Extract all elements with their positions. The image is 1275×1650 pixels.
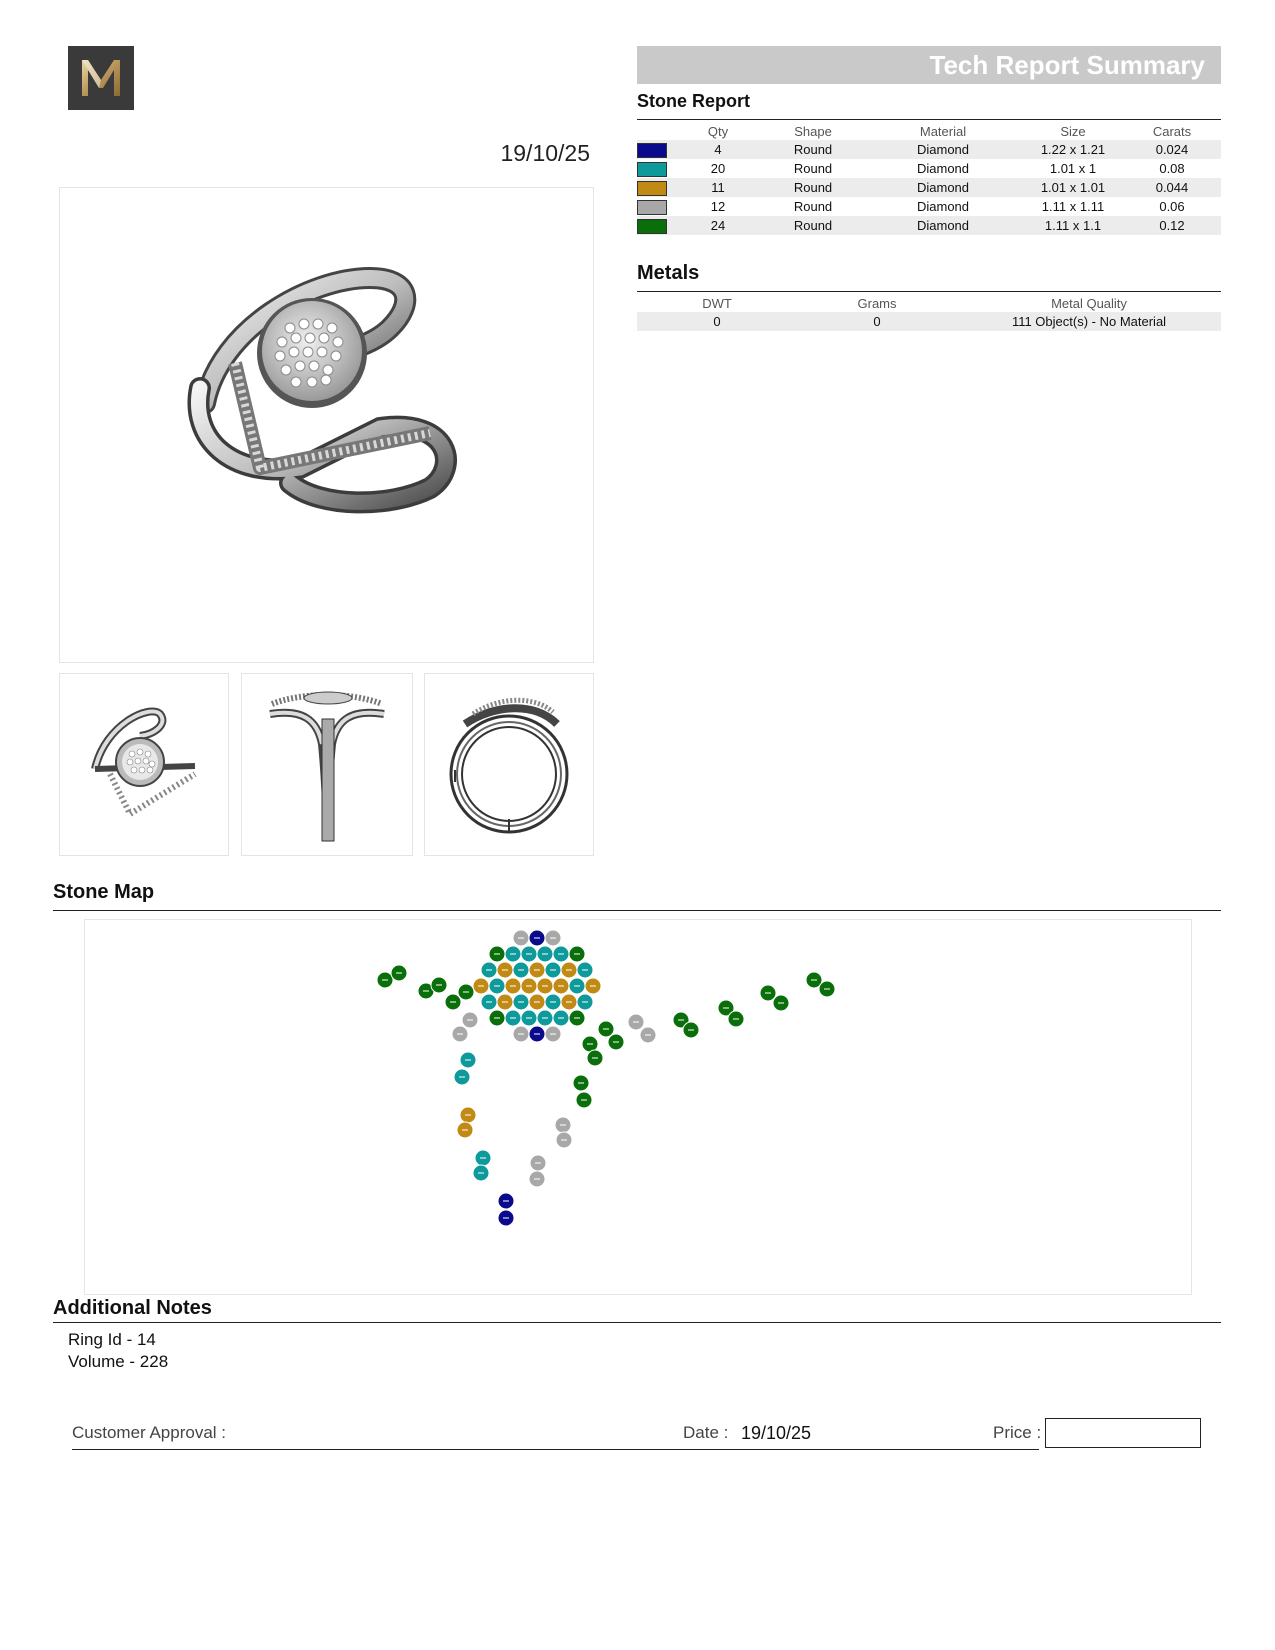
- approval-date-label: Date :: [683, 1423, 729, 1442]
- stone-marker: [529, 1026, 545, 1042]
- ring-front-view-thumbnail: [424, 673, 594, 856]
- stone-marker: [460, 1052, 476, 1068]
- stone-material: Diamond: [916, 161, 970, 176]
- stone-marker: [473, 1165, 489, 1181]
- stone-marker: [545, 1026, 561, 1042]
- report-title: Tech Report Summary: [929, 50, 1205, 80]
- stone-marker: [481, 994, 497, 1010]
- stone-marker: [545, 962, 561, 978]
- stone-material: Diamond: [916, 199, 970, 214]
- signature-line: [72, 1449, 1039, 1450]
- stone-marker: [513, 962, 529, 978]
- stone-shape: Round: [793, 161, 833, 176]
- stone-carats: 0.06: [1159, 199, 1185, 214]
- stone-marker: [561, 994, 577, 1010]
- stone-carats: 0.12: [1123, 216, 1221, 235]
- stone-marker: [521, 946, 537, 962]
- stone-marker: [481, 962, 497, 978]
- stone-marker: [569, 1010, 585, 1026]
- table-row: [637, 197, 1221, 216]
- stone-marker: [573, 1075, 589, 1091]
- column-header-metal-quality: Metal Quality: [1051, 295, 1127, 311]
- stone-marker: [497, 962, 513, 978]
- customer-approval-label: Customer Approval :: [72, 1423, 227, 1442]
- stone-marker: [555, 1117, 571, 1133]
- stone-size: 1.11 x 1.11: [1041, 199, 1105, 214]
- ring-top-view-thumbnail: [59, 673, 229, 856]
- table-row: [637, 159, 1221, 178]
- stone-marker: [569, 946, 585, 962]
- stone-marker: [530, 1155, 546, 1171]
- stone-shape: Round: [763, 216, 863, 235]
- note-ring-id: Ring Id - 14: [68, 1330, 156, 1349]
- stone-marker: [505, 978, 521, 994]
- stone-marker: [458, 984, 474, 1000]
- stone-marker: [598, 1021, 614, 1037]
- stone-marker: [819, 981, 835, 997]
- column-header-carats: Carats: [1152, 123, 1192, 139]
- stone-marker: [553, 1010, 569, 1026]
- company-logo: [68, 46, 134, 110]
- stone-qty: 20: [710, 161, 726, 176]
- stone-marker: [760, 985, 776, 1001]
- stone-marker: [545, 930, 561, 946]
- stone-marker: [773, 995, 789, 1011]
- column-header-shape: Shape: [794, 123, 832, 139]
- metals-table: [637, 294, 1221, 331]
- stone-marker: [585, 978, 601, 994]
- stone-report-rule: [637, 119, 1221, 120]
- stone-marker: [391, 965, 407, 981]
- metal-quality: 111 Object(s) - No Material: [957, 312, 1221, 331]
- stone-marker: [473, 978, 489, 994]
- stone-marker: [640, 1027, 656, 1043]
- stone-marker: [475, 1150, 491, 1166]
- stone-marker: [498, 1210, 514, 1226]
- stone-marker: [462, 1012, 478, 1028]
- stone-marker: [577, 994, 593, 1010]
- stone-material: Diamond: [863, 178, 1023, 197]
- stone-marker: [728, 1011, 744, 1027]
- stone-marker: [556, 1132, 572, 1148]
- additional-notes-heading: Additional Notes: [53, 1297, 212, 1319]
- stone-marker: [628, 1014, 644, 1030]
- stone-carats: 0.024: [1123, 140, 1221, 159]
- stone-marker: [460, 1107, 476, 1123]
- stone-marker: [587, 1050, 603, 1066]
- metal-grams: 0: [797, 312, 957, 331]
- stone-marker: [553, 978, 569, 994]
- approval-date-value: 19/10/25: [741, 1423, 812, 1443]
- notes-rule: [53, 1322, 1221, 1323]
- stone-report-heading: Stone Report: [637, 91, 751, 111]
- stone-marker: [537, 946, 553, 962]
- stone-size: 1.01 x 1: [1049, 161, 1097, 176]
- color-swatch: [637, 143, 667, 158]
- price-field[interactable]: [1045, 1418, 1201, 1448]
- stone-carats: 0.08: [1159, 161, 1185, 176]
- stone-marker: [608, 1034, 624, 1050]
- stone-marker: [489, 1010, 505, 1026]
- stone-marker: [489, 946, 505, 962]
- stone-marker: [537, 1010, 553, 1026]
- stone-map-heading: Stone Map: [53, 881, 155, 903]
- stone-size: 1.11 x 1.1: [1023, 216, 1123, 235]
- column-header-qty: Qty: [707, 123, 729, 139]
- stone-material: Diamond: [863, 140, 1023, 159]
- stone-marker: [513, 1026, 529, 1042]
- stone-marker: [454, 1069, 470, 1085]
- stone-marker: [521, 1010, 537, 1026]
- stone-marker: [529, 930, 545, 946]
- stone-marker: [513, 994, 529, 1010]
- color-swatch: [637, 162, 667, 177]
- stone-map-svg: [85, 920, 1191, 1294]
- stone-qty: 11: [673, 178, 763, 197]
- stone-qty: 12: [710, 199, 726, 214]
- stone-marker: [431, 977, 447, 993]
- title-bar: [637, 46, 1221, 84]
- table-row: [637, 216, 1221, 235]
- column-header-grams: Grams: [857, 295, 897, 311]
- column-header-material: Material: [919, 123, 967, 139]
- color-swatch: [637, 219, 667, 234]
- stone-map: [84, 919, 1192, 1295]
- column-header-size: Size: [1060, 123, 1086, 139]
- stone-marker: [529, 994, 545, 1010]
- stone-map-rule: [53, 910, 1221, 911]
- price-label: Price :: [993, 1423, 1042, 1442]
- stone-size: 1.01 x 1.01: [1023, 178, 1123, 197]
- stone-marker: [569, 978, 585, 994]
- table-row: [637, 178, 1221, 197]
- stone-report-table: [637, 122, 1221, 235]
- stone-marker: [498, 1193, 514, 1209]
- stone-marker: [561, 962, 577, 978]
- swatch-column-header: [637, 122, 673, 140]
- stone-marker: [683, 1022, 699, 1038]
- metal-dwt: 0: [637, 312, 797, 331]
- stone-marker: [576, 1092, 592, 1108]
- report-date: 19/10/25: [500, 140, 590, 166]
- stone-marker: [505, 1010, 521, 1026]
- stone-qty: 4: [673, 140, 763, 159]
- stone-marker: [545, 994, 561, 1010]
- stone-marker: [377, 972, 393, 988]
- stone-marker: [529, 1171, 545, 1187]
- stone-marker: [452, 1026, 468, 1042]
- stone-marker: [529, 962, 545, 978]
- table-row: [637, 312, 1221, 331]
- color-swatch: [637, 181, 667, 196]
- stone-carats: 0.044: [1123, 178, 1221, 197]
- stone-qty: 24: [673, 216, 763, 235]
- stone-marker: [497, 994, 513, 1010]
- stone-marker: [505, 946, 521, 962]
- stone-marker: [521, 978, 537, 994]
- stone-marker: [457, 1122, 473, 1138]
- stone-material: Diamond: [863, 216, 1023, 235]
- color-swatch: [637, 200, 667, 215]
- stone-marker: [577, 962, 593, 978]
- metals-heading: Metals: [637, 262, 700, 284]
- ring-side-view-thumbnail: [241, 673, 413, 856]
- column-header-dwt: DWT: [702, 295, 732, 311]
- table-row: [637, 140, 1221, 159]
- metals-table-header: [637, 294, 1221, 312]
- stone-shape: Round: [763, 178, 863, 197]
- stone-shape: Round: [793, 199, 833, 214]
- stone-shape: Round: [763, 140, 863, 159]
- stone-marker: [445, 994, 461, 1010]
- stone-table-header: [637, 122, 1221, 140]
- stone-marker: [489, 978, 505, 994]
- main-ring-image: [59, 187, 594, 663]
- metals-rule: [637, 291, 1221, 292]
- stone-size: 1.22 x 1.21: [1023, 140, 1123, 159]
- stone-marker: [513, 930, 529, 946]
- stone-marker: [553, 946, 569, 962]
- note-volume: Volume - 228: [68, 1352, 169, 1371]
- stone-marker: [537, 978, 553, 994]
